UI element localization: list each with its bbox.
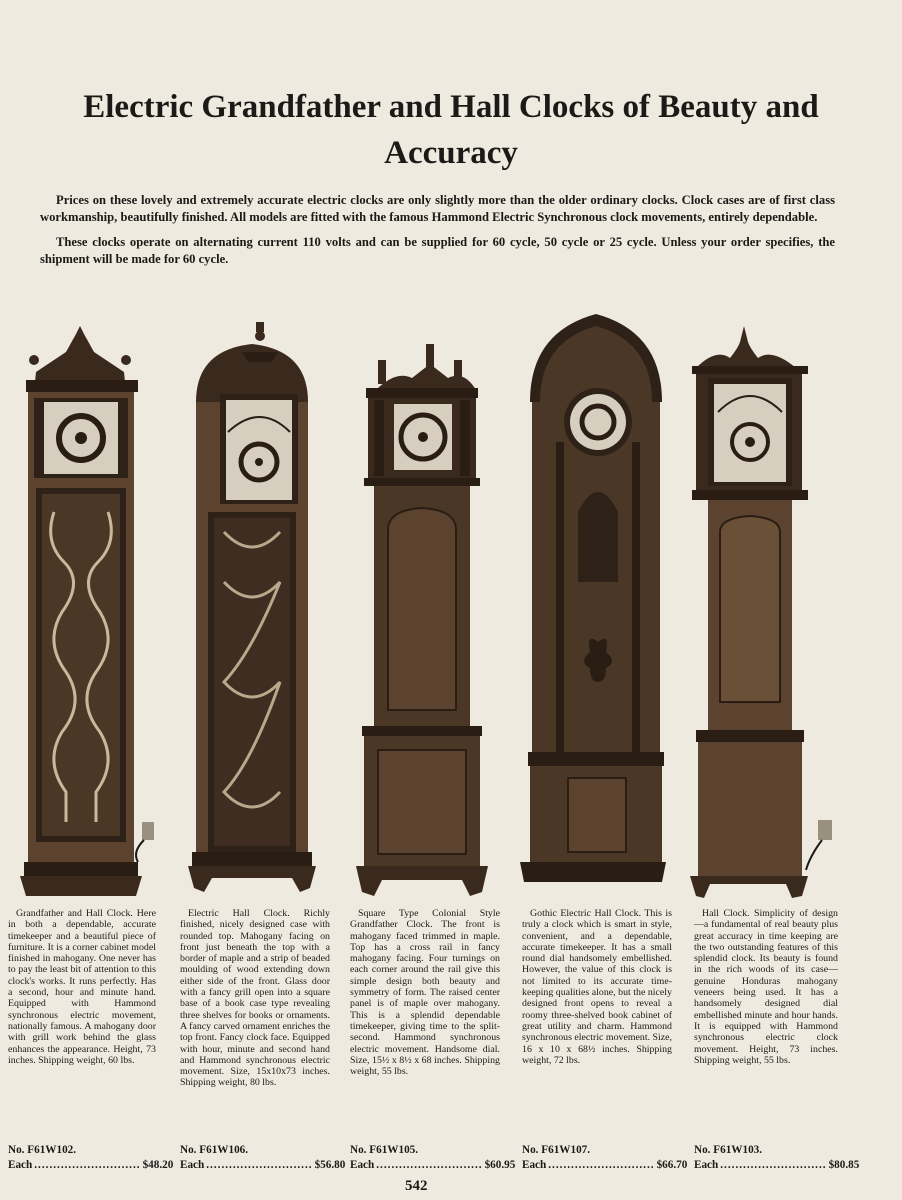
each-label: Each <box>522 1159 547 1171</box>
description-text: Electric Hall Clock. Richly finished, nicely designed case with rounded top. Mahogany facing on front just beneath the top with a border of maple and a strip of beaded moulding of wood extending down either side of the front. Glass door with a fancy grill open into a square base of a book case type revealing three shelves for books or ornaments. A fancy carved ornament enriches the top front. Fancy clock face. Equipped with hour, minute and second hand and Hammond synchronous electric movement. Size, 15x10x73 inches. Shipping weight, 80 lbs. <box>180 908 330 1089</box>
clock-f61w106-illustration <box>182 322 322 900</box>
catalog-number: No. F61W105. <box>350 1144 419 1156</box>
clock-f61w106-description <box>180 908 330 1089</box>
leader-dots: ............................ <box>376 1159 483 1171</box>
leader-dots: ............................ <box>720 1159 827 1171</box>
page-title: Electric Grandfather and Hall Clocks of Beauty and Accuracy <box>83 89 819 171</box>
description-text: Hall Clock. Simplicity of design—a fundamental of real beauty plus great accuracy in time keeping are the two outstanding features of this splendid clock. Its beauty is found in the rich woods of its case—genuine Honduras mahogany veneers being used. It has a handsomely designed dial embellished minute and hour hands. It is equipped with Hammond synchronous electric clock movement. Height, 73 inches. Shipping weight, 55 lbs. <box>694 908 838 1066</box>
hall-clock-icon <box>686 322 846 900</box>
catalog-number: No. F61W107. <box>522 1144 591 1156</box>
page-number: 542 <box>405 1178 428 1194</box>
catalog-number: No. F61W106. <box>180 1144 249 1156</box>
leader-dots: ............................ <box>548 1159 655 1171</box>
price: $56.80 <box>314 1159 346 1171</box>
clock-f61w107-illustration <box>516 312 670 892</box>
colonial-clock-icon <box>352 340 492 900</box>
each-label: Each <box>180 1159 205 1171</box>
clock-f61w102-illustration <box>14 322 154 900</box>
leader-dots: ............................ <box>206 1159 313 1171</box>
description-text: Square Type Colonial Style Grandfather Clock. The front is mahogany faced trimmed in maple. Top has a cross rail in fancy mahogany facing. Four turnings on each corner around the rail give this simple design both beauty and symmetry of form. The raised center panel is of maple over mahogany. This is a splendid dependable timekeeper, giving time to the split-second. Hammond synchronous electric movement. Handsome dial. Size, 15½ x 8½ x 68 inches. Shipping weight, 55 lbs. <box>350 908 500 1078</box>
price-row <box>350 1159 516 1171</box>
price: $80.85 <box>828 1159 860 1171</box>
leader-dots: ............................ <box>34 1159 141 1171</box>
clock-f61w103-illustration <box>686 322 846 900</box>
clock-f61w105-description <box>350 908 500 1077</box>
hall-clock-icon <box>182 322 322 900</box>
clock-f61w105-illustration <box>352 340 492 900</box>
price-row <box>694 1159 860 1171</box>
each-label: Each <box>350 1159 375 1171</box>
catalog-number: No. F61W102. <box>8 1144 77 1156</box>
gothic-clock-icon <box>516 312 670 892</box>
description-text: Gothic Electric Hall Clock. This is truly a clock which is smart in style, convenient, and a dependable, accurate timekeeper. It has a small round dial handsomely embellished. However, the value of this clock is not limited to its accurate time-keeping qualities alone, but the nicely designed front opens to reveal a roomy three-shelved book cabinet of great utility and charm. Hammond synchronous electric movement. Size, 16 x 10 x 68½ inches. Shipping weight, 72 lbs. <box>522 908 673 1066</box>
price: $66.70 <box>656 1159 688 1171</box>
description-text: Grandfather and Hall Clock. Here in both a dependable, accurate timekeeper and a beautiful piece of furniture. It is a corner cabinet model finished in mahogany. One never has to pay the least bit of attention to this clock's works. It runs perfectly. Has a second, hour and minute hand. Equipped with Hammond synchronous electric movement, nationally famous. A mahogany door with grill work behind the glass enhances the appearance. Height, 73 inches. Shipping weight, 60 lbs. <box>8 908 156 1066</box>
intro-text <box>40 192 835 276</box>
price-row <box>8 1159 174 1171</box>
clock-f61w102-description <box>8 908 156 1066</box>
intro-paragraph: These clocks operate on alternating current 110 volts and can be supplied for 60 cycle, 50 cycle or 25 cycle. Unless your order specifies, the shipment will be made for 60 cycle. <box>40 235 835 266</box>
intro-paragraph: Prices on these lovely and extremely accurate electric clocks are only slightly more than the older ordinary clocks. Clock cases are of first class workmanship, beautifully finished. All models are fitted with the famous Hammond Electric Synchronous clock movements, entirely dependable. <box>40 193 835 224</box>
catalog-number: No. F61W103. <box>694 1144 763 1156</box>
grandfather-clock-icon <box>14 322 154 900</box>
clock-f61w107-description <box>522 908 672 1066</box>
each-label: Each <box>694 1159 719 1171</box>
clock-f61w103-description <box>694 908 838 1066</box>
price: $48.20 <box>142 1159 174 1171</box>
price: $60.95 <box>484 1159 516 1171</box>
price-row <box>180 1159 346 1171</box>
each-label: Each <box>8 1159 33 1171</box>
price-row <box>522 1159 688 1171</box>
